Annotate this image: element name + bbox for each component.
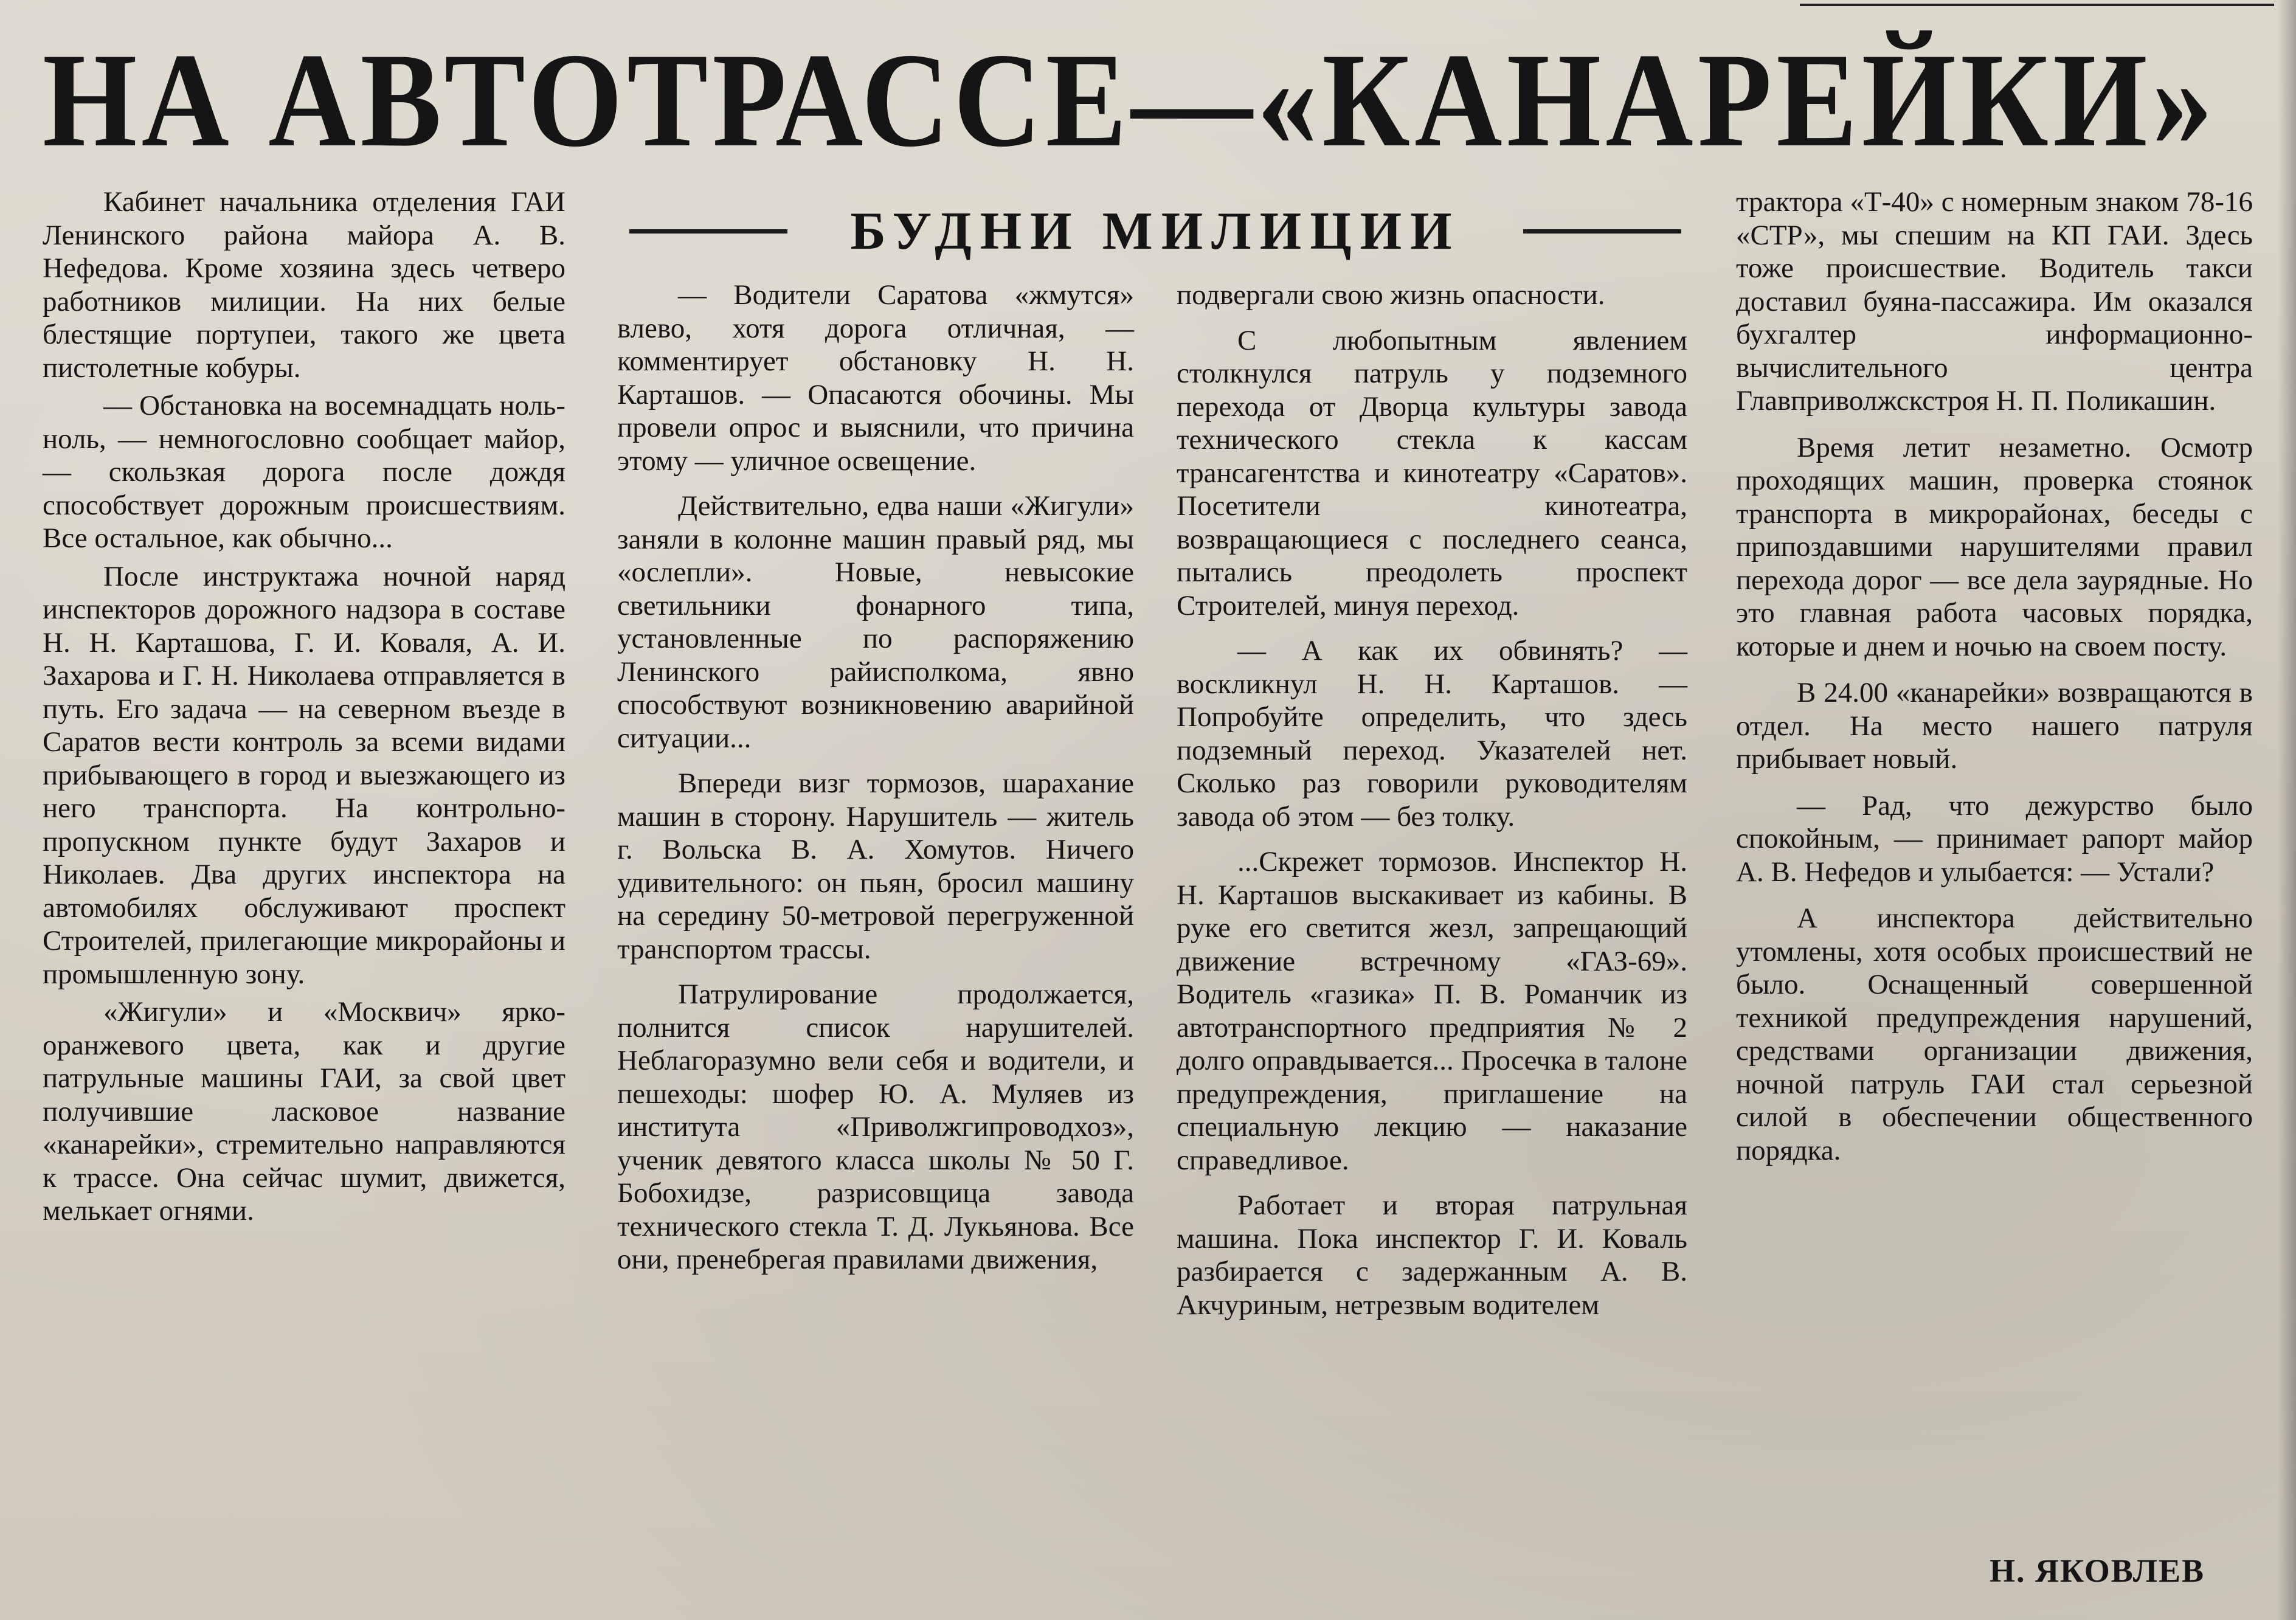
paragraph: А инспектора действительно утомлены, хотя особых происшествий не было. Оснащенный совершенной техникой предупреждения нарушений, средствами организации движения, ночной патруль ГАИ стал серьезной силой в обеспечении общественного порядка. xyxy=(1736,902,2253,1166)
article-column-1 xyxy=(43,185,565,1228)
paragraph: «Жигули» и «Москвич» ярко-оранжевого цвета, как и другие патрульные машины ГАИ, за свой цвет получившие ласковое название «канарейки», стремительно направляются к трассе. Она сейчас шумит, движется, мелькает огнями. xyxy=(43,996,565,1227)
paragraph: После инструктажа ночной наряд инспекторов дорожного надзора в составе Н. Н. Карташова, Г. И. Коваля, А. И. Захарова и Г. Н. Николаева отправляется в путь. Его задача — на северном въезде в Саратов вести контроль за всеми видами прибывающего в город и выезжающего из него транспорта. На контрольно-пропускном пункте будут Захаров и Николаев. Два других инспектора на автомобилях обслуживают проспект Строителей, прилегающие микрорайоны и промышленную зону. xyxy=(43,560,565,990)
paragraph: С любопытным явлением столкнулся патруль у подземного перехода от Дворца культуры завода технического стекла к кассам трансагентства и кинотеатру «Саратов». Посетители кинотеатра, возвращающиеся с последнего сеанса, пытались преодолеть проспект Строителей, минуя переход. xyxy=(1177,324,1687,621)
article-column-4 xyxy=(1736,185,2253,1167)
paragraph: Патрулирование продолжается, полнится список нарушителей. Неблагоразумно вели себя и водители, и пешеходы: шофер Ю. А. Муляев из института «Приволжгипроводхоз», ученик девятого класса школы № 50 Г. Бобохидзе, разрисовщица завода технического стекла Т. Д. Лукьянова. Все они, пренебрегая правилами движения, xyxy=(617,978,1134,1275)
paragraph: ...Скрежет тормозов. Инспектор Н. Н. Карташов выскакивает из кабины. В руке его светится жезл, запрещающий движение встречному «ГАЗ-69». Водитель «газика» П. В. Романчик из автотранспортного предприятия № 2 долго оправдывается... Просечка в талоне предупреждения, приглашение на специальную лекцию — наказание справедливое. xyxy=(1177,846,1687,1176)
paragraph: Впереди визг тормозов, шарахание машин в сторону. Нарушитель — житель г. Вольска В. А. Хомутов. Ничего удивительного: он пьян, бросил машину на середину 50-метровой перегруженной транспортом трассы. xyxy=(617,767,1134,965)
paragraph: Работает и вторая патрульная машина. Пока инспектор Г. И. Коваль разбирается с задержанным А. В. Акчуриным, нетрезвым водителем xyxy=(1177,1189,1687,1321)
author-signature: Н. ЯКОВЛЕВ xyxy=(1989,1552,2205,1589)
paragraph-continued: подвергали свою жизнь опасности. xyxy=(1177,279,1605,311)
paragraph: — Рад, что дежурство было спокойным, — принимает рапорт майор А. В. Нефедов и улыбается: — Устали? xyxy=(1736,789,2253,888)
page-edge-shadow xyxy=(2278,0,2296,1620)
rubric-banner xyxy=(629,195,1681,268)
paragraph: — А как их обвинять? — воскликнул Н. Н. Карташов. — Попробуйте определить, что здесь подземный переход. Указателей нет. Сколько раз говорили руководителям завода об этом — без толку. xyxy=(1177,635,1687,832)
paragraph: Действительно, едва наши «Жигули» заняли в колонне машин правый ряд, мы «ослепли». Новые, невысокие светильники фонарного типа, установленные по распоряжению Ленинского райисполкома, явно способствуют возникновению аварийной ситуации... xyxy=(617,490,1134,754)
paragraph: — Обстановка на восемнадцать ноль-ноль, — немногословно сообщает майор, — скользкая дорога после дождя способствует дорожным происшествиям. Все остальное, как обычно... xyxy=(43,390,565,554)
rubric-title: БУДНИ МИЛИЦИИ xyxy=(850,201,1461,261)
article-column-2 xyxy=(617,279,1134,1276)
article-column-3 xyxy=(1177,279,1687,1321)
rubric-rule-left xyxy=(629,229,787,234)
paragraph: В 24.00 «канарейки» возвращаются в отдел. На место нашего патруля прибывает новый. xyxy=(1736,677,2253,775)
paragraph: — Водители Саратова «жмутся» влево, хотя дорога отличная, — комментирует обстановку Н. Н. Карташов. — Опасаются обочины. Мы провели опрос и выяснили, что причина этому — уличное освещение. xyxy=(617,279,1134,477)
rubric-rule-right xyxy=(1523,229,1681,234)
article-headline: НА АВТОТРАССЕ—«КАНАРЕЙКИ» xyxy=(43,26,2218,175)
paragraph: Время летит незаметно. Осмотр проходящих машин, проверка стоянок транспорта в микрорайонах, беседы с припоздавшими нарушителями правил перехода дорог — все дела заурядные. Но это главная работа часовых порядка, которые и днем и ночью на своем посту. xyxy=(1736,431,2253,662)
top-rule xyxy=(1800,4,2274,6)
paragraph-continued: трактора «Т-40» с номерным знаком 78-16 «СТР», мы спешим на КП ГАИ. Здесь тоже происшествие. Водитель такси доставил буяна-пассажира. Им оказался бухгалтер информационно-вычислительного центра Главприволжскстроя Н. П. Поликашин. xyxy=(1736,186,2253,417)
paragraph: Кабинет начальника отделения ГАИ Ленинского района майора А. В. Нефедова. Кроме хозяина здесь четверо работников милиции. На них белые блестящие портупеи, такого же цвета пистолетные кобуры. xyxy=(43,186,565,384)
